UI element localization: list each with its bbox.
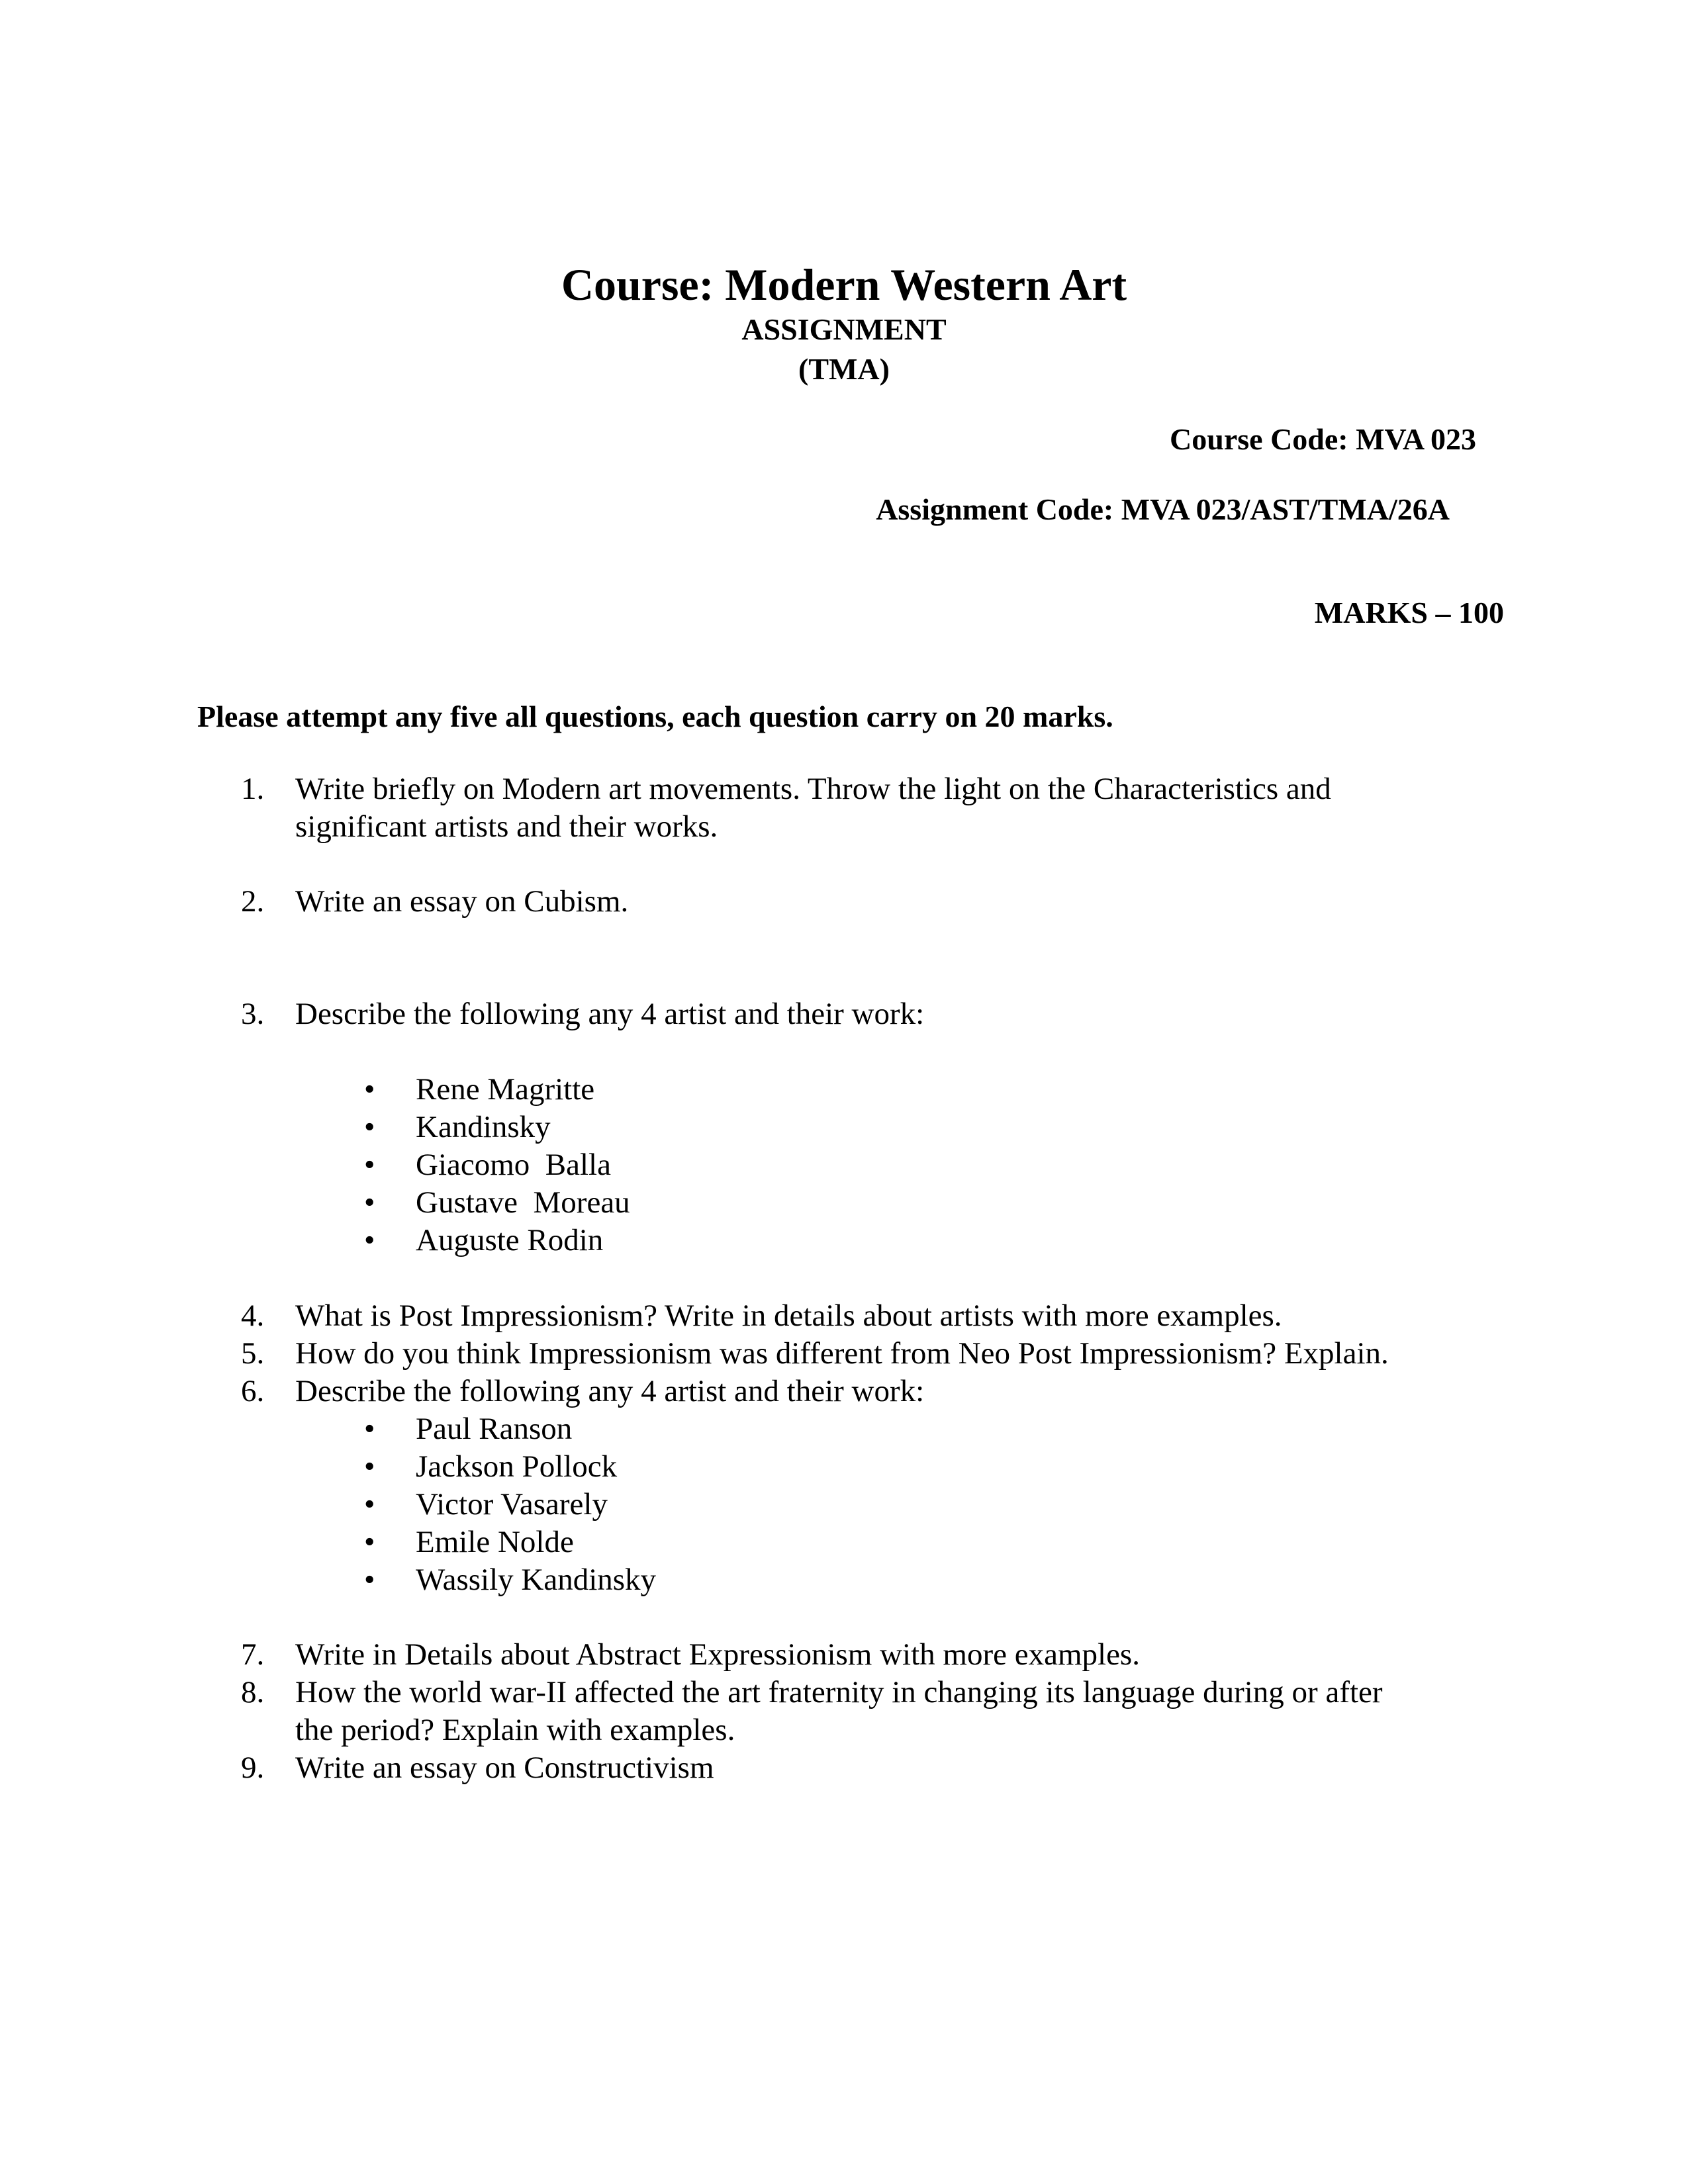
artist-name: Wassily Kandinsky <box>416 1563 657 1597</box>
question-number: 7. <box>241 1637 265 1672</box>
question-text: Write an essay on Constructivism <box>295 1751 714 1785</box>
question-text: How the world war-II affected the art fraternity in changing its language during or after <box>295 1675 1383 1709</box>
question-number: 2. <box>241 884 265 919</box>
bullet-icon: • <box>364 1185 375 1220</box>
question-text: significant artists and their works. <box>295 809 718 844</box>
question-number: 9. <box>241 1751 265 1785</box>
assignment-heading: ASSIGNMENT <box>741 312 947 346</box>
bullet-icon: • <box>364 1110 375 1144</box>
course-code: Course Code: MVA 023 <box>1170 422 1476 456</box>
artist-name: Auguste Rodin <box>416 1223 604 1257</box>
question-text: How do you think Impressionism was different from Neo Post Impressionism? Explain. <box>295 1336 1389 1371</box>
question-text: Describe the following any 4 artist and their work: <box>295 997 925 1031</box>
bullet-icon: • <box>364 1449 375 1484</box>
question-text: Write an essay on Cubism. <box>295 884 629 919</box>
question-number: 5. <box>241 1336 265 1371</box>
course-title: Course: Modern Western Art <box>561 259 1127 310</box>
question-text: Write in Details about Abstract Expressionism with more examples. <box>295 1637 1140 1672</box>
bullet-icon: • <box>364 1563 375 1597</box>
question-number: 4. <box>241 1298 265 1333</box>
bullet-icon: • <box>364 1148 375 1182</box>
question-text: Describe the following any 4 artist and their work: <box>295 1374 925 1408</box>
bullet-icon: • <box>364 1487 375 1522</box>
artist-name: Gustave Moreau <box>416 1185 630 1220</box>
bullet-icon: • <box>364 1525 375 1559</box>
question-text: the period? Explain with examples. <box>295 1713 735 1747</box>
question-number: 8. <box>241 1675 265 1709</box>
question-number: 6. <box>241 1374 265 1408</box>
assignment-code: Assignment Code: MVA 023/AST/TMA/26A <box>876 492 1450 526</box>
total-marks: MARKS – 100 <box>1314 596 1504 629</box>
question-number: 1. <box>241 772 265 806</box>
artist-name: Emile Nolde <box>416 1525 574 1559</box>
artist-name: Paul Ranson <box>416 1412 573 1446</box>
bullet-icon: • <box>364 1412 375 1446</box>
tma-heading: (TMA) <box>798 352 890 386</box>
question-text: What is Post Impressionism? Write in details about artists with more examples. <box>295 1298 1282 1333</box>
artist-name: Giacomo Balla <box>416 1148 611 1182</box>
artist-name: Rene Magritte <box>416 1072 595 1107</box>
bullet-icon: • <box>364 1223 375 1257</box>
artist-name: Jackson Pollock <box>416 1449 618 1484</box>
artist-name: Victor Vasarely <box>416 1487 608 1522</box>
question-number: 3. <box>241 997 265 1031</box>
artist-name: Kandinsky <box>416 1110 551 1144</box>
question-text: Write briefly on Modern art movements. Throw the light on the Characteristics and <box>295 772 1331 806</box>
bullet-icon: • <box>364 1072 375 1107</box>
instruction-text: Please attempt any five all questions, each question carry on 20 marks. <box>197 700 1113 733</box>
